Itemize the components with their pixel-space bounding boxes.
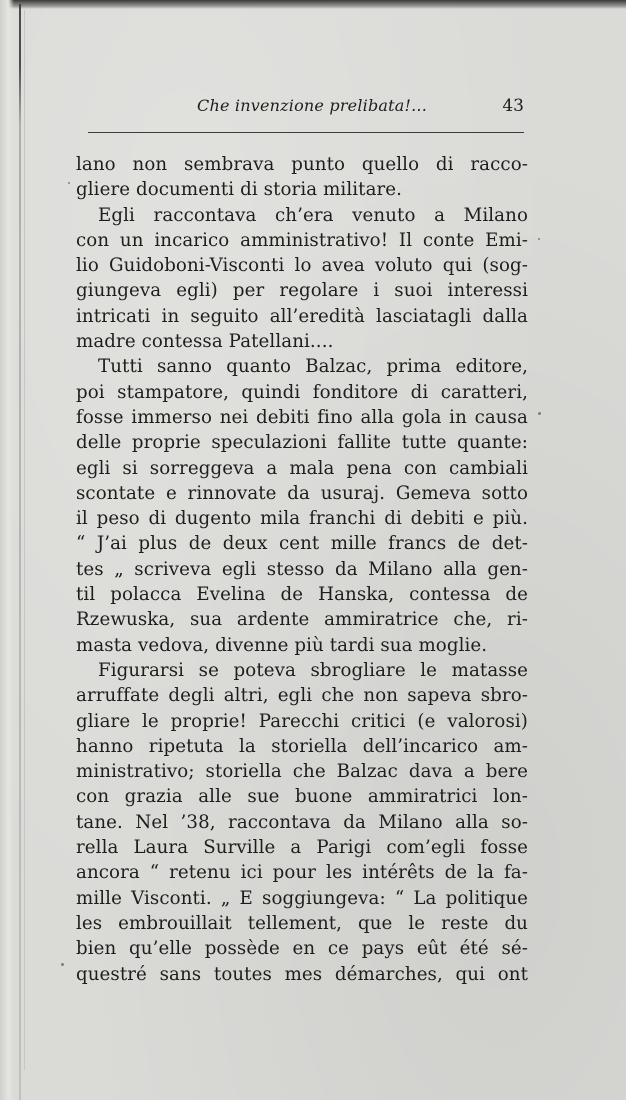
print-speck: [68, 182, 70, 184]
text-line: egli si sorreggeva a mala pena con cambiali: [76, 457, 528, 479]
text-line: il peso di dugento mila franchi di debiti e più.: [76, 508, 528, 530]
text-line: intricati in seguito all’eredità lasciatagli dalla: [76, 305, 528, 327]
page-top-edge: [0, 0, 626, 9]
text-line: Egli raccontava ch’era venuto a Milano: [98, 204, 528, 226]
print-speck: [538, 238, 540, 240]
print-speck: [538, 412, 541, 415]
text-line: tane. Nel ’38, raccontava da Milano alla so-: [76, 811, 528, 833]
header-rule: [88, 132, 524, 133]
text-line: masta vedova, divenne più tardi sua moglie.: [76, 634, 488, 656]
binding-gutter-shadow: [24, 10, 25, 1070]
text-line: scontate e rinnovate da usuraj. Gemeva sotto: [76, 482, 528, 504]
text-line: con un incarico amministrativo! Il conte Emi-: [76, 229, 528, 251]
text-line: gliere documenti di storia militare.: [76, 179, 403, 201]
text-line: Tutti sanno quanto Balzac, prima editore,: [98, 356, 528, 378]
text-line: bien qu’elle possède en ce pays eût été sé-: [76, 938, 528, 960]
running-header: [86, 96, 526, 124]
text-line: rella Laura Surville a Parigi com’egli fosse: [76, 837, 528, 859]
text-line: hanno ripetuta la storiella dell’incarico am-: [76, 735, 528, 757]
text-line: questré sans toutes mes démarches, qui ont: [76, 963, 528, 985]
text-line: arruffate degli altri, egli che non sapeva sbro-: [76, 685, 528, 707]
text-line: delle proprie speculazioni fallite tutte quante:: [76, 432, 528, 454]
text-line: til polacca Evelina de Hanska, contessa de: [76, 584, 528, 606]
text-line: con grazia alle sue buone ammiratrici lon-: [76, 786, 528, 808]
page-left-edge: [0, 0, 14, 1100]
binding-gutter-line: [19, 4, 21, 1100]
text-line: mille Visconti. „ E soggiungeva: “ La politique: [76, 887, 528, 909]
text-line: Figurarsi se poteva sbrogliare le matasse: [98, 659, 528, 681]
text-line: fosse immerso nei debiti fino alla gola in causa: [76, 406, 528, 428]
running-title: Che invenzione prelibata!...: [197, 96, 428, 115]
body-text: [76, 152, 528, 987]
text-line: les embrouillait tellement, que le reste du: [76, 912, 528, 934]
page-number: 43: [502, 96, 524, 116]
text-line: madre contessa Patellani....: [76, 331, 334, 353]
text-line: lio Guidoboni-Visconti lo avea voluto qui (sog-: [76, 255, 528, 277]
text-line: ministrativo; storiella che Balzac dava a bere: [76, 761, 528, 783]
text-line: lano non sembrava punto quello di racco-: [76, 154, 528, 175]
text-line: gliare le proprie! Parecchi critici (e valorosi): [76, 710, 528, 732]
text-line: giungeva egli) per regolare i suoi interessi: [76, 280, 528, 302]
text-line: poi stampatore, quindi fonditore di caratteri,: [76, 381, 528, 403]
print-speck: [61, 963, 64, 966]
text-line: Rzewuska, sua ardente ammiratrice che, ri-: [76, 609, 528, 631]
text-line: ancora “ retenu ici pour les intérêts de la fa-: [76, 862, 528, 884]
text-line: tes „ scriveva egli stesso da Milano alla gen-: [76, 558, 528, 580]
text-line: “ J’ai plus de deux cent mille francs de det-: [76, 533, 528, 555]
